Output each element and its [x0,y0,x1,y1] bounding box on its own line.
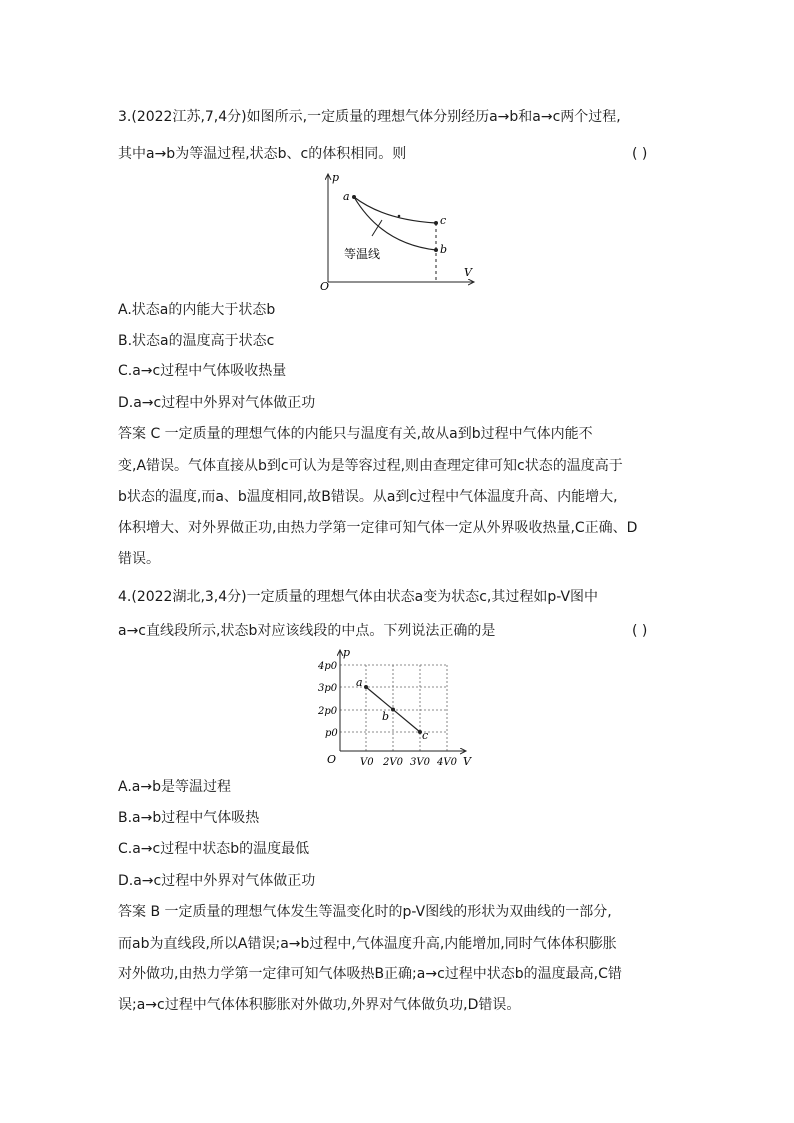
q4-label-c: c [422,729,429,742]
q3-point-b [434,248,438,252]
q4-figure [318,648,478,774]
q3-label-a: a [343,190,350,203]
q4-option-c: C.a→c过程中状态b的温度最低 [118,841,310,857]
q3-option-a: A.状态a的内能大于状态b [118,302,276,318]
q3-point-c [434,221,438,225]
q3-answer-line-5: 错误。 [118,551,160,567]
q4-answer-line-4: 误;a→c过程中气体体积膨胀对外做功,外界对气体做负功,D错误。 [118,997,521,1013]
q3-x-axis-label: V [464,266,472,279]
q3-answer-line-1: 答案 C 一定质量的理想气体的内能只与温度有关,故从a到b过程中气体内能不 [118,426,593,442]
q3-option-d: D.a→c过程中外界对气体做正功 [118,395,316,411]
q3-answer-paren: ( ) [632,146,648,162]
q4-x-axis-label: V [463,755,471,768]
q3-option-b: B.状态a的温度高于状态c [118,333,275,349]
q4-y-tick-2p0: 2p0 [318,706,338,717]
q4-answer-paren: ( ) [632,623,648,639]
q3-option-c: C.a→c过程中气体吸收热量 [118,363,287,379]
q4-stem-line-2: a→c直线段所示,状态b对应该线段的中点。下列说法正确的是 [118,623,496,639]
q4-answer-line-1: 答案 B 一定质量的理想气体发生等温变化时的p-V图线的形状为双曲线的一部分, [118,904,612,920]
q4-stem-line-1: 4.(2022湖北,3,4分)一定质量的理想气体由状态a变为状态c,其过程如p-V图中 [118,589,599,605]
q4-y-axis-label: p [343,646,351,659]
q4-x-tick-v0: V0 [360,757,374,768]
q4-x-tick-2v0: 2V0 [383,757,403,768]
q4-option-b: B.a→b过程中气体吸热 [118,810,260,826]
q4-x-tick-3v0: 3V0 [410,757,430,768]
q4-option-d: D.a→c过程中外界对气体做正功 [118,873,316,889]
q4-label-a: a [356,676,363,689]
q3-mid-point [398,215,401,218]
q3-label-c: c [440,214,447,227]
q4-answer-line-2: 而ab为直线段,所以A错误;a→b过程中,气体温度升高,内能增加,同时气体体积膨胀 [118,936,617,952]
q4-y-tick-p0: p0 [325,728,338,739]
q4-label-b: b [382,710,390,723]
q4-point-a [364,685,368,689]
q4-x-tick-4v0: 4V0 [437,757,457,768]
q3-answer-line-2: 变,A错误。气体直接从b到c可认为是等容过程,则由查理定律可知c状态的温度高于 [118,458,623,474]
q4-y-tick-4p0: 4p0 [318,661,338,672]
q3-y-axis-label: p [332,171,340,184]
q3-answer-line-3: b状态的温度,而a、b温度相同,故B错误。从a到c过程中气体温度升高、内能增大, [118,489,618,505]
q3-isotherm-label: 等温线 [344,247,381,261]
q3-figure [314,172,494,294]
q3-origin-label: O [320,280,330,293]
q3-stem-line-2: 其中a→b为等温过程,状态b、c的体积相同。则 [118,146,407,162]
q4-option-a: A.a→b是等温过程 [118,779,231,795]
q4-origin-label: O [327,753,337,766]
q3-point-a [352,195,356,199]
q4-point-b [391,708,395,712]
q4-answer-line-3: 对外做功,由热力学第一定律可知气体吸热B正确;a→c过程中状态b的温度最高,C错 [118,966,622,982]
q3-stem-line-1: 3.(2022江苏,7,4分)如图所示,一定质量的理想气体分别经历a→b和a→c两个过程, [118,109,621,125]
q3-label-b: b [440,243,448,256]
q4-y-tick-3p0: 3p0 [318,683,338,694]
q3-curve-ac [354,197,436,223]
q3-answer-line-4: 体积增大、对外界做正功,由热力学第一定律可知气体一定从外界吸收热量,C正确、D [118,520,638,536]
